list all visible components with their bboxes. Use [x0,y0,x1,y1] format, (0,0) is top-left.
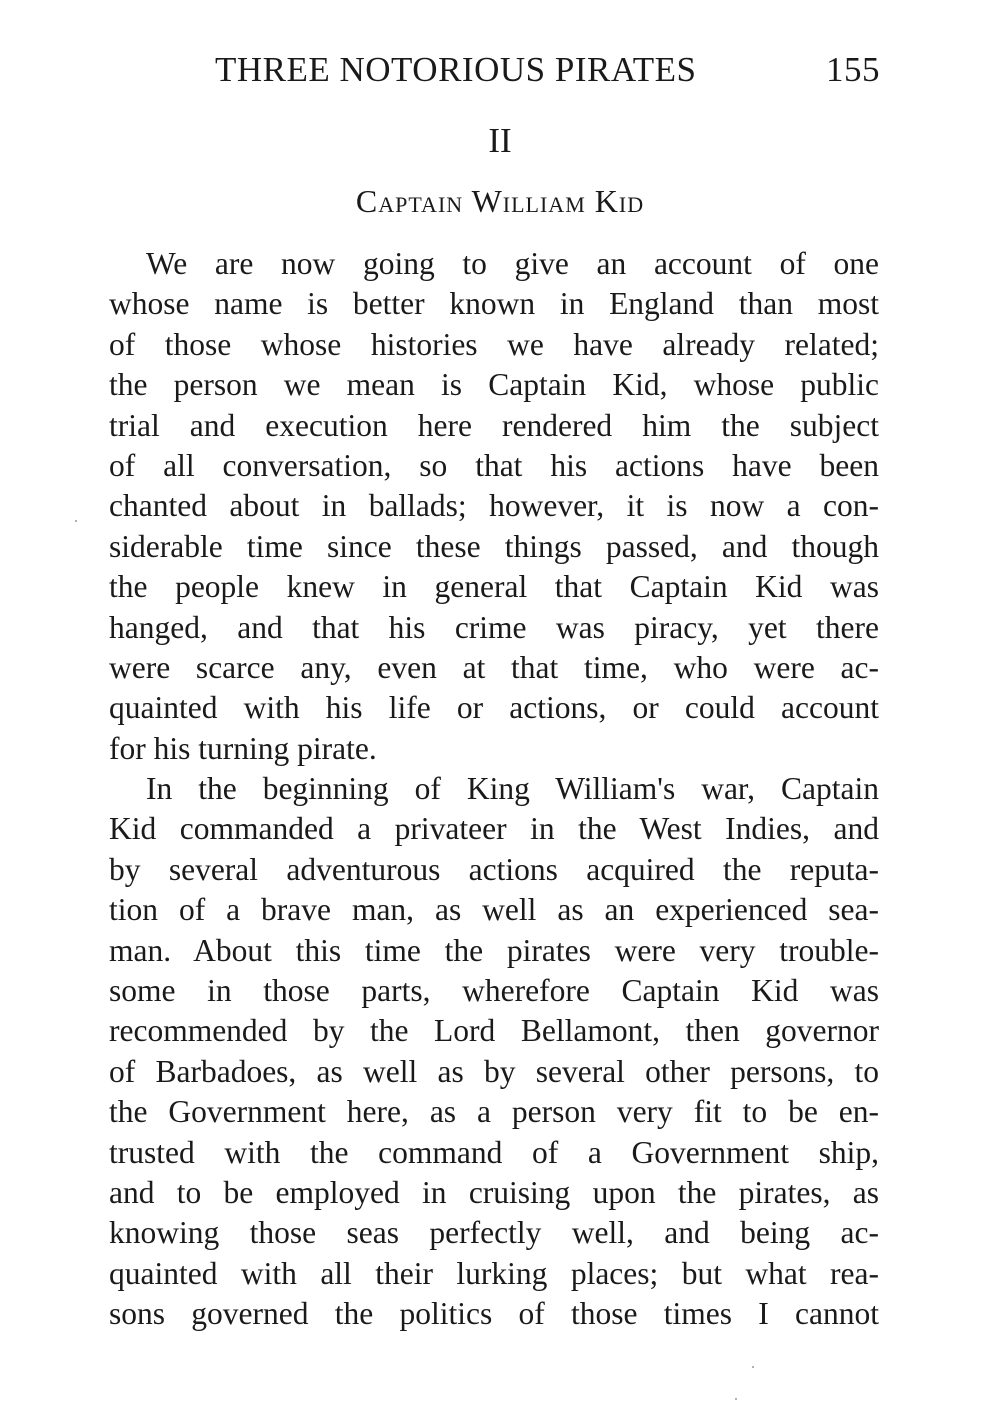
chapter-title: Captain William Kid [355,183,645,219]
section-number: II [488,121,512,160]
text-line: sons governed the politics of those times I cannot [109,1296,879,1332]
scan-speck [752,1366,754,1368]
text-line: of Barbadoes, as well as by several other persons, to [109,1053,879,1089]
text-line: trusted with the command of a Government ship, [109,1134,879,1170]
text-line: the people knew in general that Captain Kid was [109,569,879,605]
page-number: 155 [826,50,880,89]
body-text [109,244,879,1335]
text-line: by several adventurous actions acquired the reputa- [109,851,879,887]
text-line: some in those parts, wherefore Captain Kid was [109,973,879,1009]
text-line: of those whose histories we have already related; [109,326,879,362]
text-line: the Government here, as a person very fit to be en- [109,1094,879,1130]
text-line: trial and execution here rendered him the subject [109,407,879,443]
text-line: siderable time since these things passed, and though [109,528,879,564]
text-line: man. About this time the pirates were very trouble- [109,932,879,968]
text-line: We are now going to give an account of one [146,246,879,281]
scan-speck [75,520,77,522]
text-line: tion of a brave man, as well as an experienced sea- [109,892,879,928]
text-line: Kid commanded a privateer in the West Indies, and [109,811,879,847]
text-line: knowing those seas perfectly well, and being ac- [109,1215,879,1251]
text-line: hanged, and that his crime was piracy, yet there [109,609,879,645]
text-line: chanted about in ballads; however, it is now a con- [109,488,879,524]
text-line: the person we mean is Captain Kid, whose public [109,367,879,403]
text-line: of all conversation, so that his actions have been [109,447,879,483]
text-line: were scarce any, even at that time, who were ac- [109,649,879,685]
text-line: In the beginning of King William's war, Captain [146,771,879,807]
running-title: THREE NOTORIOUS PIRATES [215,50,697,89]
running-head [215,50,880,92]
text-line: whose name is better known in England than most [109,286,879,322]
text-line: quainted with all their lurking places; but what rea- [109,1255,879,1291]
text-line: quainted with his life or actions, or could account [109,690,879,726]
text-line: and to be employed in cruising upon the pirates, as [109,1174,879,1210]
text-line: for his turning pirate. [109,730,377,766]
scan-speck [735,1398,737,1400]
text-line: recommended by the Lord Bellamont, then governor [109,1013,879,1049]
